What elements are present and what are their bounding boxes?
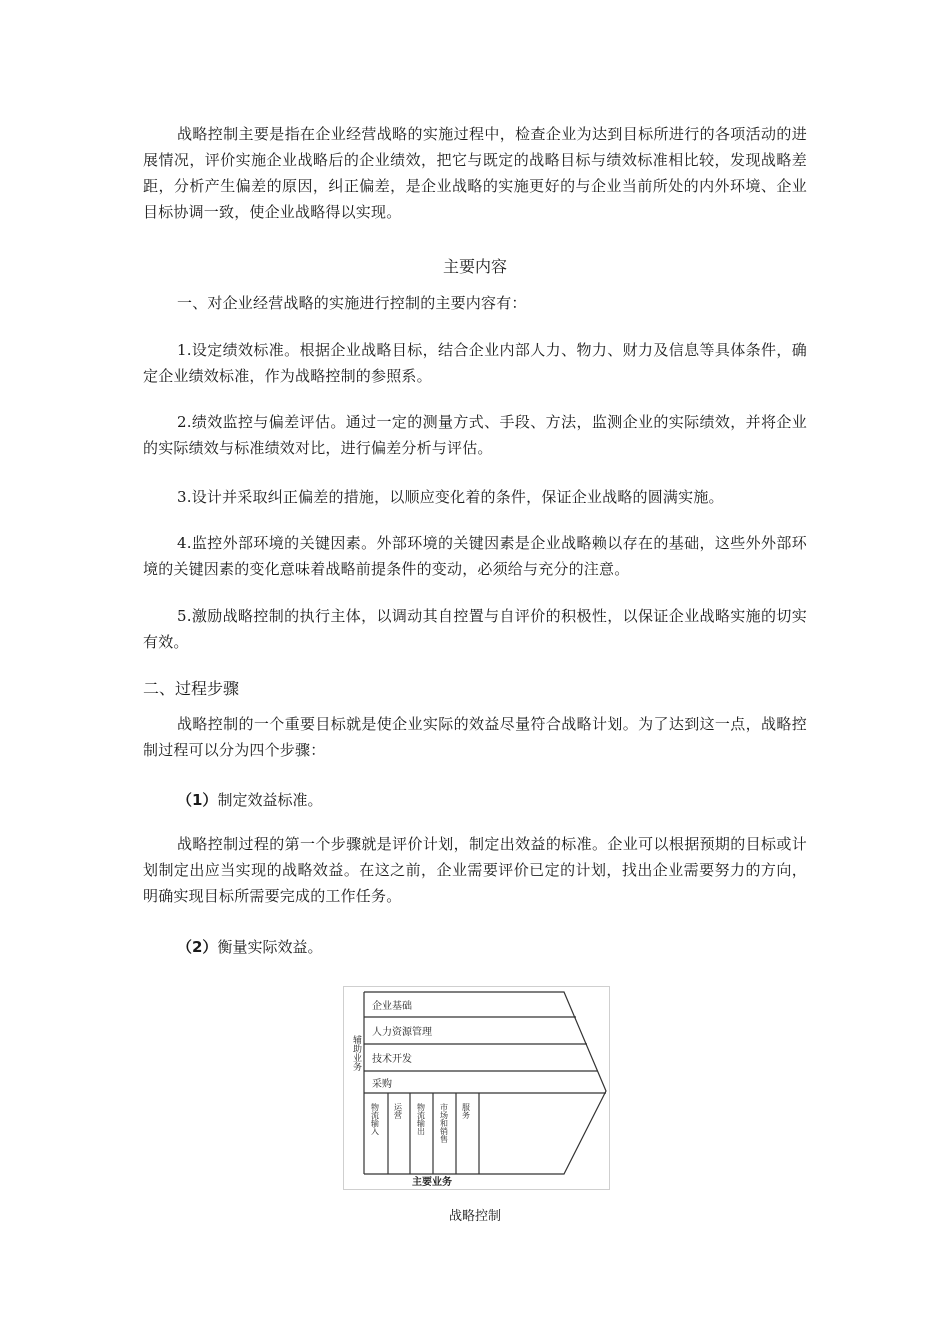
- step-1-text: 制定效益标准。: [217, 791, 323, 809]
- support-row-1-label: 企业基础: [372, 1001, 412, 1012]
- content-item-1: 1.设定绩效标准。根据企业战略目标，结合企业内部人力、物力、财力及信息等具体条件，确定企业绩效标准，作为战略控制的参照系。: [143, 341, 807, 385]
- support-activities-label: 辅助业务: [351, 1035, 361, 1071]
- step-1-number: （1）: [177, 791, 218, 809]
- content-item-5: 5.激励战略控制的执行主体，以调动其自控置与自评价的积极性，以保证企业战略实施的切实有效。: [143, 607, 807, 651]
- part1-heading: 一、对企业经营战略的实施进行控制的主要内容有：: [177, 294, 527, 312]
- primary-activities-label: 主要业务: [412, 1177, 452, 1188]
- step-2-text: 衡量实际效益。: [217, 938, 323, 956]
- intro-paragraph: 战略控制主要是指在企业经营战略的实施过程中，检查企业为达到目标所进行的各项活动的进展情况，评价实施企业战略后的企业绩效，把它与既定的战略目标与绩效标准相比较，发现战略差距，分析产生偏差的原因，纠正偏差，是企业战略的实施更好的与企业当前所处的内外环境、企业目标协调一致，使企业战略得以实现。: [143, 125, 807, 221]
- step-2-heading: [177, 934, 322, 960]
- primary-col-1-label: 物流输入: [370, 1103, 380, 1135]
- part2-heading: 二、过程步骤: [143, 679, 240, 698]
- figure-caption: 战略控制: [448, 1209, 501, 1224]
- step-2-number: （2）: [177, 938, 218, 956]
- content-item-2: 2.绩效监控与偏差评估。通过一定的测量方式、手段、方法，监测企业的实际绩效，并将企业的实际绩效与标准绩效对比，进行偏差分析与评估。: [143, 413, 807, 457]
- support-row-4-label: 采购: [372, 1079, 392, 1090]
- part2-intro: 战略控制的一个重要目标就是使企业实际的效益尽量符合战略计划。为了达到这一点，战略控制过程可以分为四个步骤：: [143, 715, 807, 759]
- section-title: 主要内容: [442, 257, 507, 276]
- step-1-heading: [177, 787, 322, 813]
- content-item-4: 4.监控外部环境的关键因素。外部环境的关键因素是企业战略赖以存在的基础，这些外外部环境的关键因素的变化意味着战略前提条件的变动，必须给与充分的注意。: [143, 534, 807, 578]
- primary-col-5-label: 服务: [461, 1103, 471, 1119]
- step-1-body: 战略控制过程的第一个步骤就是评价计划，制定出效益的标准。企业可以根据预期的目标或计划制定出应当实现的战略效益。在这之前，企业需要评价已定的计划，找出企业需要努力的方向，明确实现目标所需要完成的工作任务。: [143, 835, 807, 905]
- support-row-3-label: 技术开发: [372, 1054, 412, 1065]
- value-chain-figure: [343, 986, 610, 1190]
- arrow-outline: [364, 992, 606, 1174]
- value-chain-diagram: [344, 987, 609, 1189]
- content-item-3: 3.设计并采取纠正偏差的措施，以顺应变化着的条件，保证企业战略的圆满实施。: [177, 488, 724, 506]
- primary-col-3-label: 物流输出: [416, 1103, 426, 1135]
- support-row-2-label: 人力资源管理: [372, 1027, 432, 1038]
- primary-col-4-label: 市场和销售: [439, 1103, 449, 1143]
- primary-col-2-label: 运营: [393, 1103, 403, 1119]
